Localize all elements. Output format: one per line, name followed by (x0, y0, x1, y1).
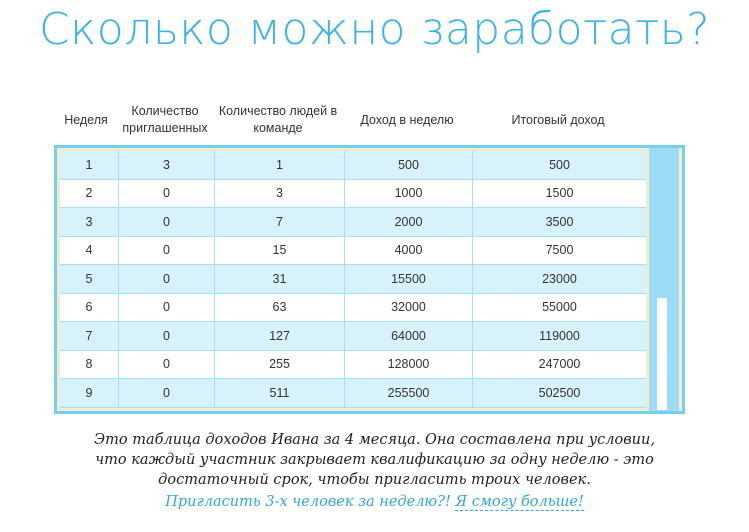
cell-week: 5 (60, 265, 119, 293)
cell-total-income: 119000 (539, 328, 580, 343)
table-row (60, 180, 646, 209)
table-row (60, 294, 646, 323)
table-row (60, 151, 646, 180)
cell-invited: 0 (119, 351, 215, 379)
cell-week: 2 (60, 180, 119, 208)
cell-weekly-income: 32000 (345, 294, 473, 322)
table-scrollbar[interactable] (649, 148, 679, 411)
table-row (60, 322, 646, 351)
cell-week: 7 (60, 322, 119, 350)
table-row (60, 351, 646, 380)
cell-total-income: 247000 (538, 357, 581, 372)
cell-total-income: 23000 (542, 271, 577, 286)
cell-weekly-income: 128000 (345, 351, 473, 379)
cell-invited: 0 (119, 294, 215, 322)
cell-team-size: 511 (215, 379, 345, 407)
i-can-more-link[interactable]: Я смогу больше! (455, 494, 584, 510)
cell-weekly-income: 15500 (345, 265, 473, 293)
invite-three-link[interactable]: Пригласить 3-х человек за неделю?! (165, 494, 451, 510)
cta-links (0, 494, 749, 510)
table-row (60, 379, 646, 408)
cell-total-income: 3500 (545, 214, 574, 229)
cell-invited: 0 (119, 208, 215, 236)
header-week: Неделя (64, 112, 108, 127)
cell-week: 1 (60, 151, 119, 179)
cell-weekly-income: 1000 (345, 180, 473, 208)
cell-invited: 0 (119, 322, 215, 350)
cell-weekly-income: 64000 (345, 322, 473, 350)
cell-invited: 3 (119, 151, 215, 179)
cell-week: 8 (60, 351, 119, 379)
cell-week: 6 (60, 294, 119, 322)
cell-week: 9 (60, 379, 119, 407)
cell-team-size: 31 (215, 265, 345, 293)
header-weekly-income: Доход в неделю (360, 112, 454, 127)
cell-invited: 0 (119, 379, 215, 407)
cell-total-income: 502500 (538, 385, 581, 400)
header-total-income: Итоговый доход (511, 112, 605, 127)
table-row (60, 265, 646, 294)
cell-invited: 0 (119, 237, 215, 265)
caption-line-2: что каждый участник закрывает квалификацию за одну неделю - это (95, 452, 654, 468)
table-row (60, 208, 646, 237)
cell-invited: 0 (119, 265, 215, 293)
table-caption (0, 430, 749, 490)
cell-total-income: 500 (549, 157, 570, 172)
caption-line-1: Это таблица доходов Ивана за 4 месяца. Она составлена при условии, (94, 432, 655, 448)
page-title: Сколько можно заработать? (38, 4, 711, 55)
caption-line-3: достаточный срок, чтобы пригласить троих человек. (158, 472, 591, 488)
cell-team-size: 63 (215, 294, 345, 322)
cell-team-size: 255 (215, 351, 345, 379)
cell-total-income: 7500 (545, 243, 574, 258)
cell-team-size: 7 (215, 208, 345, 236)
cell-weekly-income: 500 (345, 151, 473, 179)
cell-invited: 0 (119, 180, 215, 208)
cell-week: 4 (60, 237, 119, 265)
cell-total-income: 1500 (545, 186, 574, 201)
cell-week: 3 (60, 208, 119, 236)
cell-weekly-income: 4000 (345, 237, 473, 265)
header-invited: Количество приглашенных (122, 104, 208, 135)
header-team-size: Количество людей в команде (218, 104, 338, 135)
table-body (60, 151, 646, 408)
table-header (55, 100, 645, 140)
cell-team-size: 15 (215, 237, 345, 265)
cell-team-size: 127 (215, 322, 345, 350)
income-table (54, 145, 685, 414)
cell-team-size: 3 (215, 180, 345, 208)
scrollbar-track[interactable] (657, 298, 667, 410)
cell-team-size: 1 (215, 151, 345, 179)
cell-weekly-income: 2000 (345, 208, 473, 236)
cell-weekly-income: 255500 (345, 379, 473, 407)
cell-total-income: 55000 (542, 300, 577, 315)
table-row (60, 237, 646, 266)
